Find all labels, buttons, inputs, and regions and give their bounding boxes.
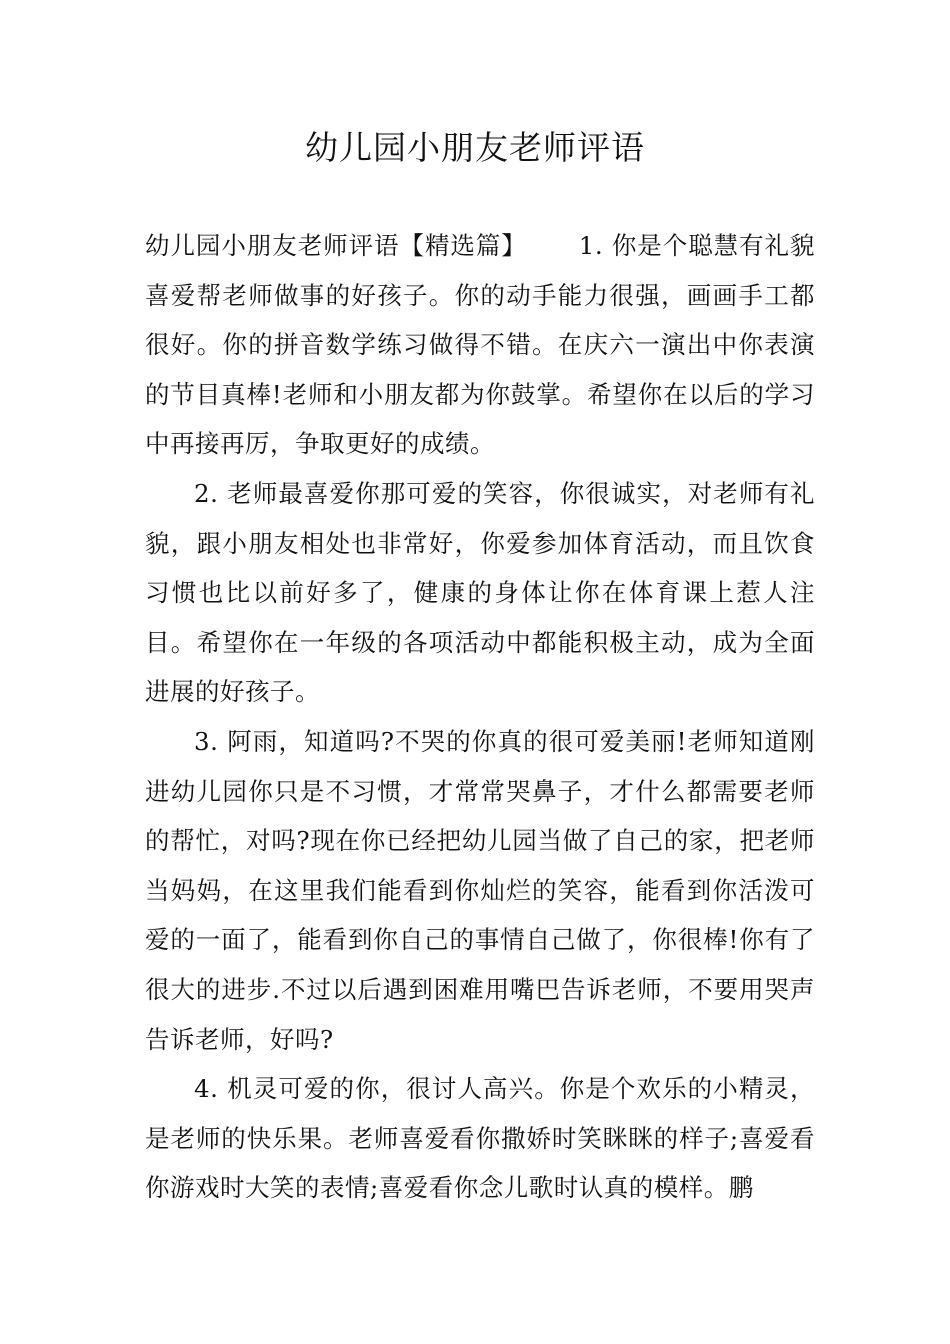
paragraph-4: 4. 机灵可爱的你，很讨人高兴。你是个欢乐的小精灵，是老师的快乐果。老师喜爱看你撒娇时笑眯眯的样子;喜爱看你游戏时大笑的表情;喜爱看你念儿歌时认真的模样。鹏 bbox=[145, 1074, 815, 1203]
paragraph-1-text: 1. 你是个聪慧有礼貌喜爱帮老师做事的好孩子。你的动手能力很强，画画手工都很好。你的拼音数学练习做得不错。在庆六一演出中你表演的节目真棒!老师和小朋友都为你鼓掌。希望你在以后的学习中再接再厉，争取更好的成绩。 bbox=[145, 231, 815, 459]
document-title: 幼儿园小朋友老师评语 bbox=[305, 128, 645, 167]
document-body bbox=[145, 221, 815, 1213]
paragraph-3: 3. 阿雨，知道吗?不哭的你真的很可爱美丽!老师知道刚进幼儿园你只是不习惯，才常常哭鼻子，才什么都需要老师的帮忙，对吗?现在你已经把幼儿园当做了自己的家，把老师当妈妈，在这里我们能看到你灿烂的笑容，能看到你活泼可爱的一面了，能看到你自己的事情自己做了，你很棒!你有了很大的进步.不过以后遇到困难用嘴巴告诉老师，不要用哭声告诉老师，好吗? bbox=[145, 726, 815, 1054]
paragraph-2: 2. 老师最喜爱你那可爱的笑容，你很诚实，对老师有礼貌，跟小朋友相处也非常好，你爱参加体育活动，而且饮食习惯也比以前好多了，健康的身体让你在体育课上惹人注目。希望你在一年级的各项活动中都能积极主动，成为全面进展的好孩子。 bbox=[145, 478, 815, 707]
paragraph-1 bbox=[145, 221, 815, 469]
intro-label: 幼儿园小朋友老师评语【精选篇】 bbox=[145, 231, 527, 260]
